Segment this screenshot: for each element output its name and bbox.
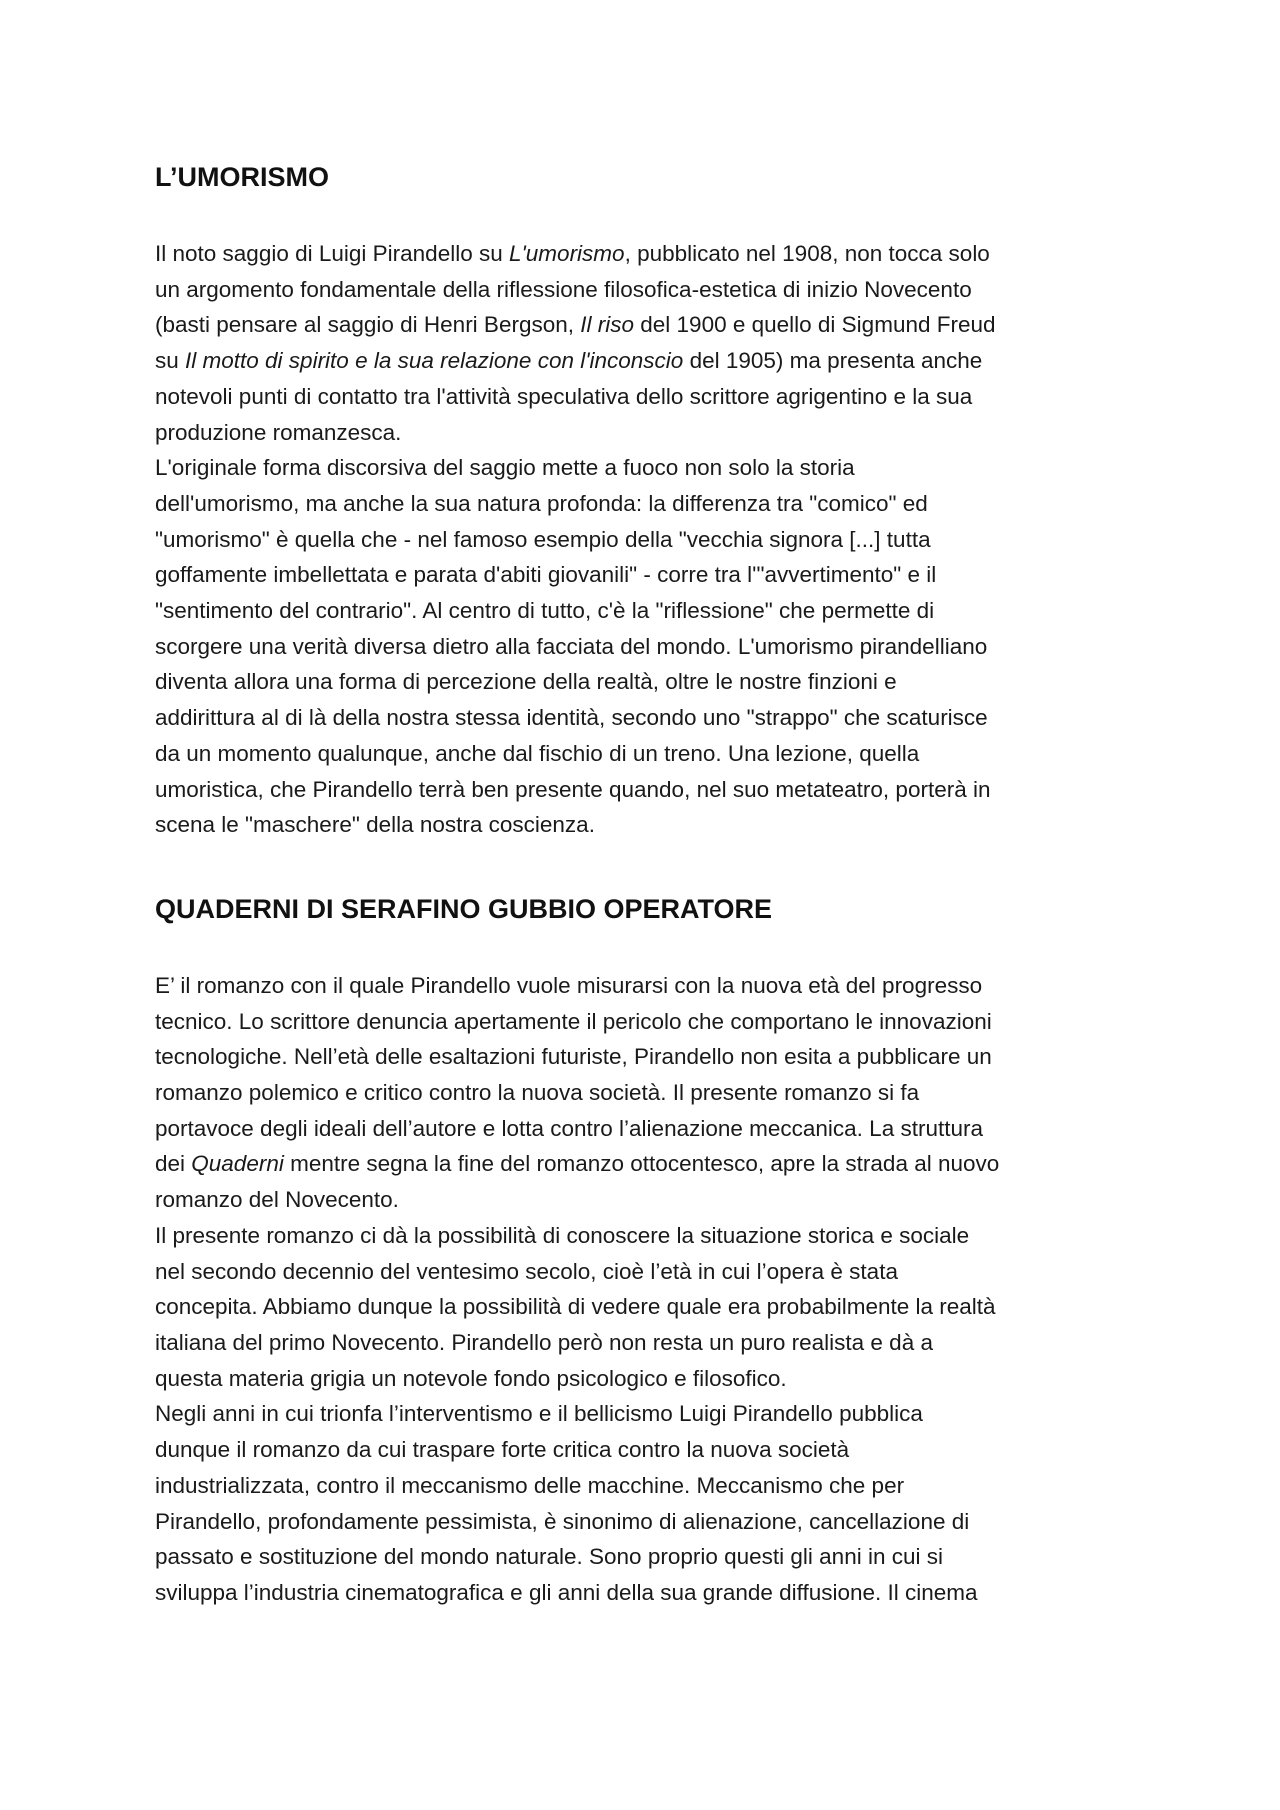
paragraph-serafino-critique: [155, 1396, 1140, 1610]
text-line: "sentimento del contrario". Al centro di tutto, c'è la "riflessione" che permette di: [155, 598, 935, 624]
paragraph-serafino-context: [155, 1218, 1140, 1397]
text-line: produzione romanzesca.: [155, 419, 402, 445]
text-line: dei Quaderni mentre segna la fine del romanzo ottocentesco, apre la strada al nuovo: [155, 1151, 1000, 1177]
text-line: Il noto saggio di Luigi Pirandello su L'umorismo, pubblicato nel 1908, non tocca solo: [155, 241, 990, 266]
text-line: tecnologiche. Nell’età delle esaltazioni futuriste, Pirandello non esita a pubblicare un: [155, 1044, 992, 1070]
text-line: Pirandello, profondamente pessimista, è sinonimo di alienazione, cancellazione di: [155, 1508, 970, 1534]
text-line: scorgere una verità diversa dietro alla facciata del mondo. L'umorismo pirandelliano: [155, 633, 988, 659]
section-title-umorismo: L’UMORISMO: [155, 162, 329, 192]
text-line: Il presente romanzo ci dà la possibilità di conoscere la situazione storica e sociale: [155, 1222, 970, 1248]
text-line: addirittura al di là della nostra stessa identità, secondo uno "strappo" che scaturisce: [155, 705, 988, 731]
text-line: diventa allora una forma di percezione della realtà, oltre le nostre finzioni e: [155, 669, 897, 695]
text-line: Negli anni in cui trionfa l’interventismo e il bellicismo Luigi Pirandello pubblica: [155, 1401, 923, 1427]
text-line: su Il motto di spirito e la sua relazione con l'inconscio del 1905) ma presenta anche: [155, 348, 983, 374]
text-line: E’ il romanzo con il quale Pirandello vuole misurarsi con la nuova età del progresso: [155, 972, 983, 998]
text-line: concepita. Abbiamo dunque la possibilità di vedere quale era probabilmente la realtà: [155, 1294, 996, 1320]
document-body: [155, 150, 1140, 1611]
text-line: scena le "maschere" della nostra coscienza.: [155, 812, 595, 838]
text-line: "umorismo" è quella che - nel famoso esempio della "vecchia signora [...] tutta: [155, 526, 931, 552]
text-line: questa materia grigia un notevole fondo psicologico e filosofico.: [155, 1365, 787, 1391]
text-line: dunque il romanzo da cui traspare forte critica contro la nuova società: [155, 1437, 850, 1463]
text-line: umoristica, che Pirandello terrà ben presente quando, nel suo metateatro, porterà in: [155, 776, 991, 802]
paragraph-umorismo-analysis: [155, 450, 1140, 843]
text-line: dell'umorismo, ma anche la sua natura profonda: la differenza tra "comico" ed: [155, 490, 928, 516]
paragraph-serafino-intro: [155, 968, 1140, 1218]
text-line: sviluppa l’industria cinematografica e gli anni della sua grande diffusione. Il cinema: [155, 1579, 978, 1605]
text-line: da un momento qualunque, anche dal fischio di un treno. Una lezione, quella: [155, 740, 920, 766]
text-line: portavoce degli ideali dell’autore e lotta contro l’alienazione meccanica. La struttura: [155, 1115, 983, 1141]
text-line: tecnico. Lo scrittore denuncia apertamente il pericolo che comportano le innovazioni: [155, 1008, 992, 1034]
text-line: un argomento fondamentale della riflessione filosofica-estetica di inizio Novecento: [155, 276, 972, 302]
paragraph-umorismo-intro: [155, 236, 1140, 450]
text-line: industrializzata, contro il meccanismo delle macchine. Meccanismo che per: [155, 1472, 905, 1498]
text-line: (basti pensare al saggio di Henri Bergson, Il riso del 1900 e quello di Sigmund Freud: [155, 312, 996, 338]
text-line: romanzo polemico e critico contro la nuova società. Il presente romanzo si fa: [155, 1080, 920, 1106]
text-line: italiana del primo Novecento. Pirandello però non resta un puro realista e dà a: [155, 1329, 933, 1355]
text-line: goffamente imbellettata e parata d'abiti giovanili" - corre tra l'"avvertimento" e il: [155, 562, 937, 588]
text-line: notevoli punti di contatto tra l'attività speculativa dello scrittore agrigentino e la sua: [155, 383, 973, 409]
text-line: L'originale forma discorsiva del saggio mette a fuoco non solo la storia: [155, 455, 855, 481]
text-line: passato e sostituzione del mondo naturale. Sono proprio questi gli anni in cui si: [155, 1544, 943, 1570]
text-line: romanzo del Novecento.: [155, 1187, 399, 1213]
section-title-serafino-gubbio: QUADERNI DI SERAFINO GUBBIO OPERATORE: [155, 893, 773, 924]
text-line: nel secondo decennio del ventesimo secolo, cioè l’età in cui l’opera è stata: [155, 1258, 898, 1284]
